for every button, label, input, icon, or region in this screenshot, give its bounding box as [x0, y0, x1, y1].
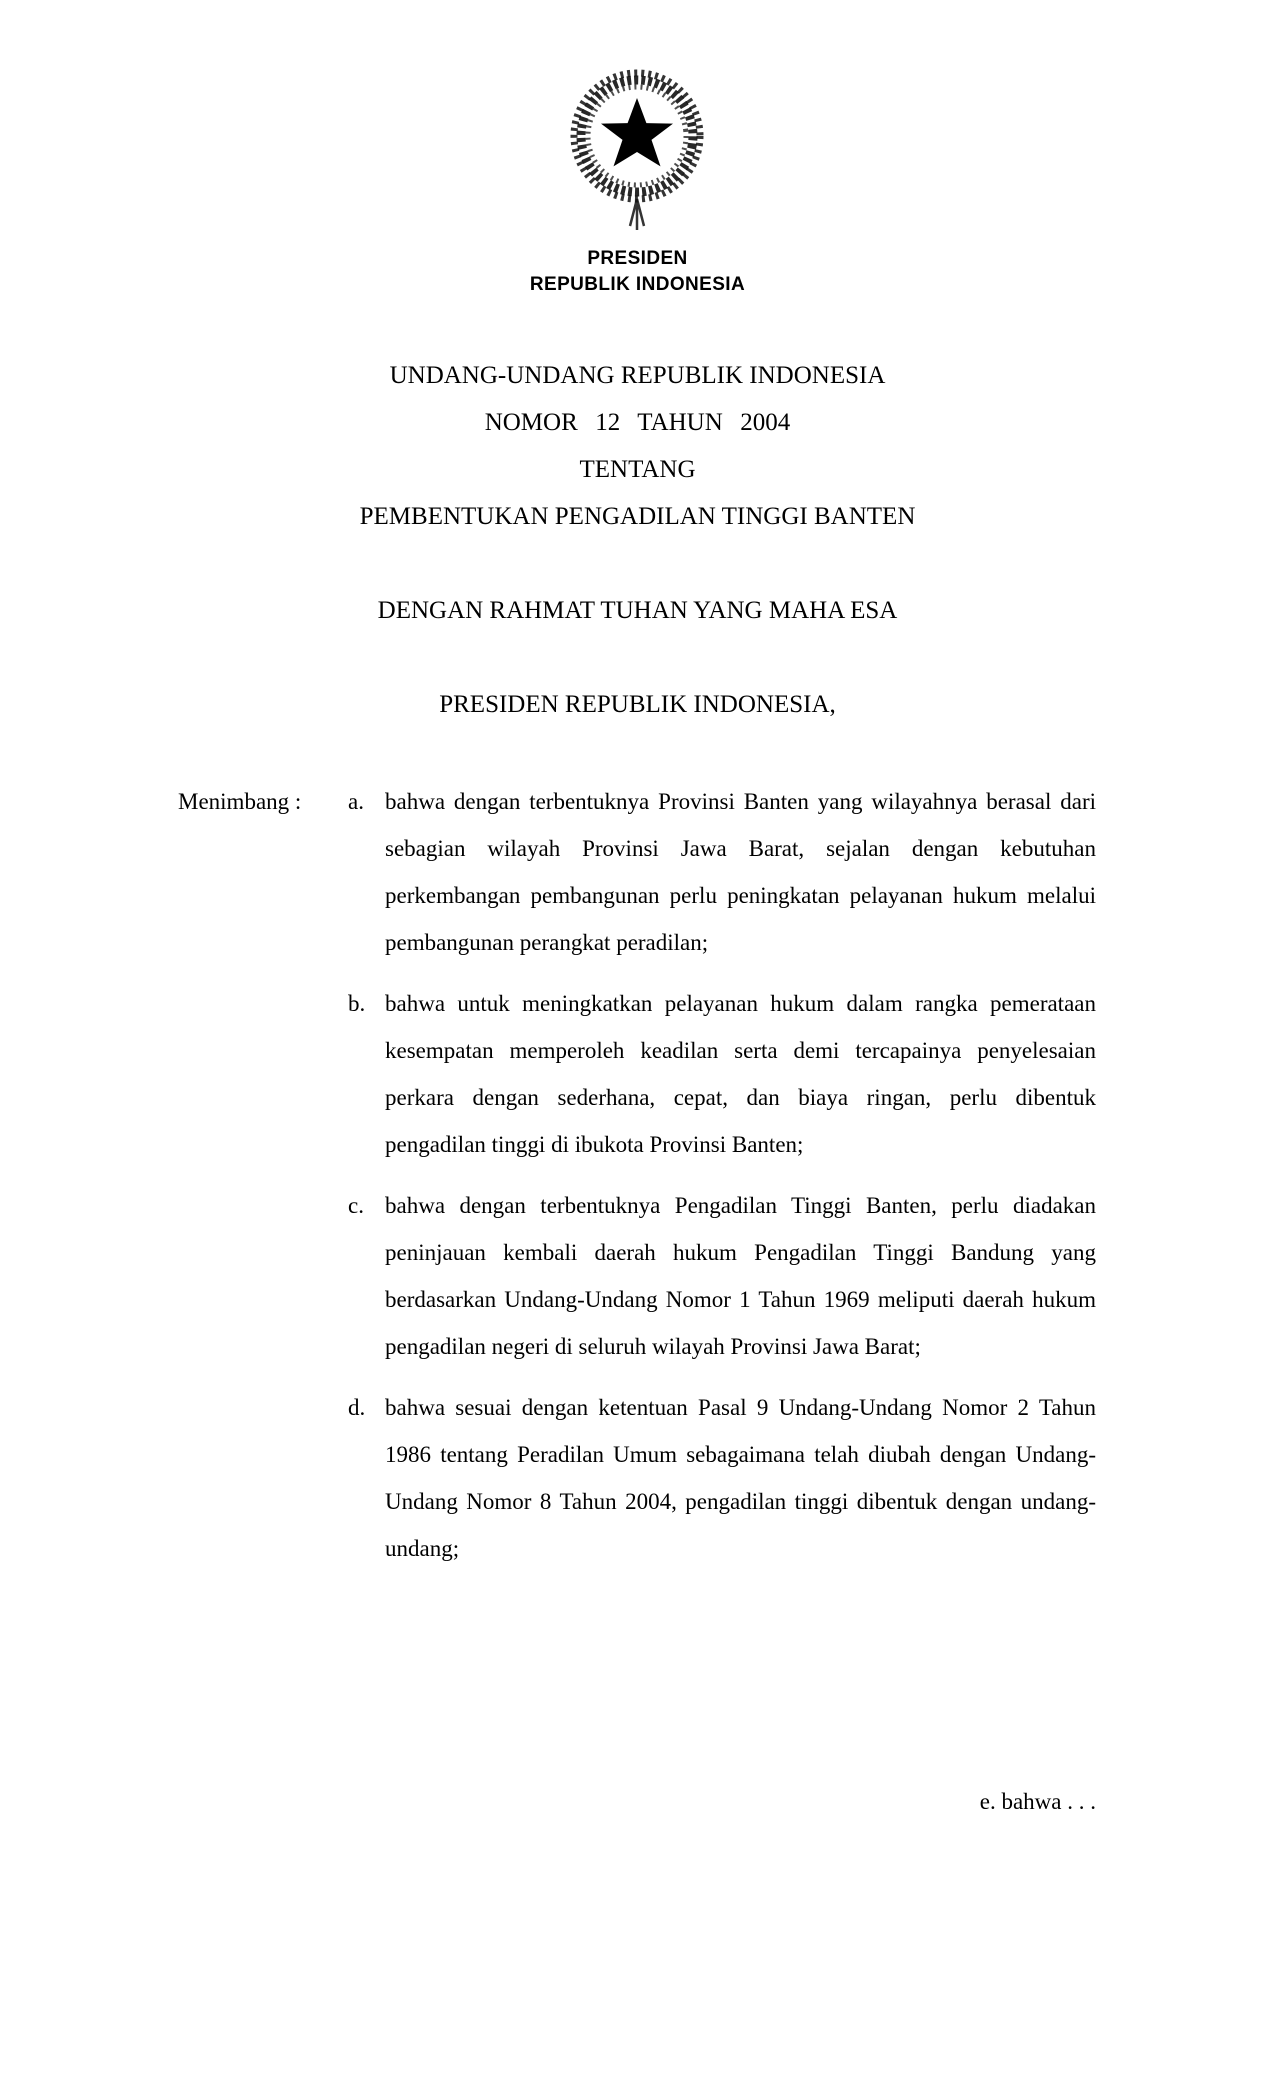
title-line-nomor: NOMOR 12 TAHUN 2004 — [484, 409, 791, 436]
title-line-tentang: TENTANG — [579, 456, 696, 483]
wreath-star-icon — [550, 58, 725, 238]
title-line-1: UNDANG-UNDANG REPUBLIK INDONESIA — [389, 362, 886, 389]
seal-title: PRESIDEN — [587, 248, 688, 269]
considering-item — [178, 1384, 1096, 1572]
item-text: bahwa dengan terbentuknya Provinsi Banten yang wilayahnya berasal dari sebagian wilayah Provinsi Jawa Barat, sejalan dengan kebutuhan perkembangan pembangunan perlu peningkatan pelayanan hukum melalui pembangunan perangkat peradilan; — [385, 789, 1096, 955]
presidential-seal — [0, 58, 1275, 298]
document-title-block — [0, 352, 1275, 540]
considering-section — [178, 778, 1096, 1586]
item-letter: b. — [348, 991, 366, 1016]
considering-label-spacer — [178, 1384, 348, 1572]
title-line-subject: PEMBENTUKAN PENGADILAN TINGGI BANTEN — [359, 503, 916, 530]
catchword: e. bahwa . . . — [979, 1789, 1096, 1814]
item-text: bahwa dengan terbentuknya Pengadilan Tinggi Banten, perlu diadakan peninjauan kembali daerah hukum Pengadilan Tinggi Bandung yang berdasarkan Undang-Undang Nomor 1 Tahun 1969 meliputi daerah hukum pengadilan negeri di seluruh wilayah Provinsi Jawa Barat; — [385, 1193, 1096, 1359]
considering-label-spacer — [178, 1182, 348, 1370]
invocation-line: DENGAN RAHMAT TUHAN YANG MAHA ESA — [377, 597, 898, 624]
considering-item — [178, 1182, 1096, 1370]
item-text: bahwa sesuai dengan ketentuan Pasal 9 Undang-Undang Nomor 2 Tahun 1986 tentang Peradilan Umum sebagaimana telah diubah dengan Undang-Undang Nomor 8 Tahun 2004, pengadilan tinggi dibentuk dengan undang-undang; — [385, 1395, 1096, 1561]
considering-label: Menimbang : — [178, 789, 302, 814]
item-letter: c. — [348, 1193, 364, 1218]
item-letter: d. — [348, 1395, 366, 1420]
item-text: bahwa untuk meningkatkan pelayanan hukum dalam rangka pemerataan kesempatan memperoleh keadilan serta demi tercapainya penyelesaian perkara dengan sederhana, cepat, dan biaya ringan, perlu dibentuk pengadilan tinggi di ibukota Provinsi Banten; — [385, 991, 1096, 1157]
item-letter: a. — [348, 789, 364, 814]
authority-line: PRESIDEN REPUBLIK INDONESIA, — [439, 691, 836, 718]
considering-item — [178, 980, 1096, 1168]
seal-subtitle: REPUBLIK INDONESIA — [529, 274, 746, 295]
considering-label-spacer — [178, 980, 348, 1168]
considering-item — [178, 778, 1096, 966]
